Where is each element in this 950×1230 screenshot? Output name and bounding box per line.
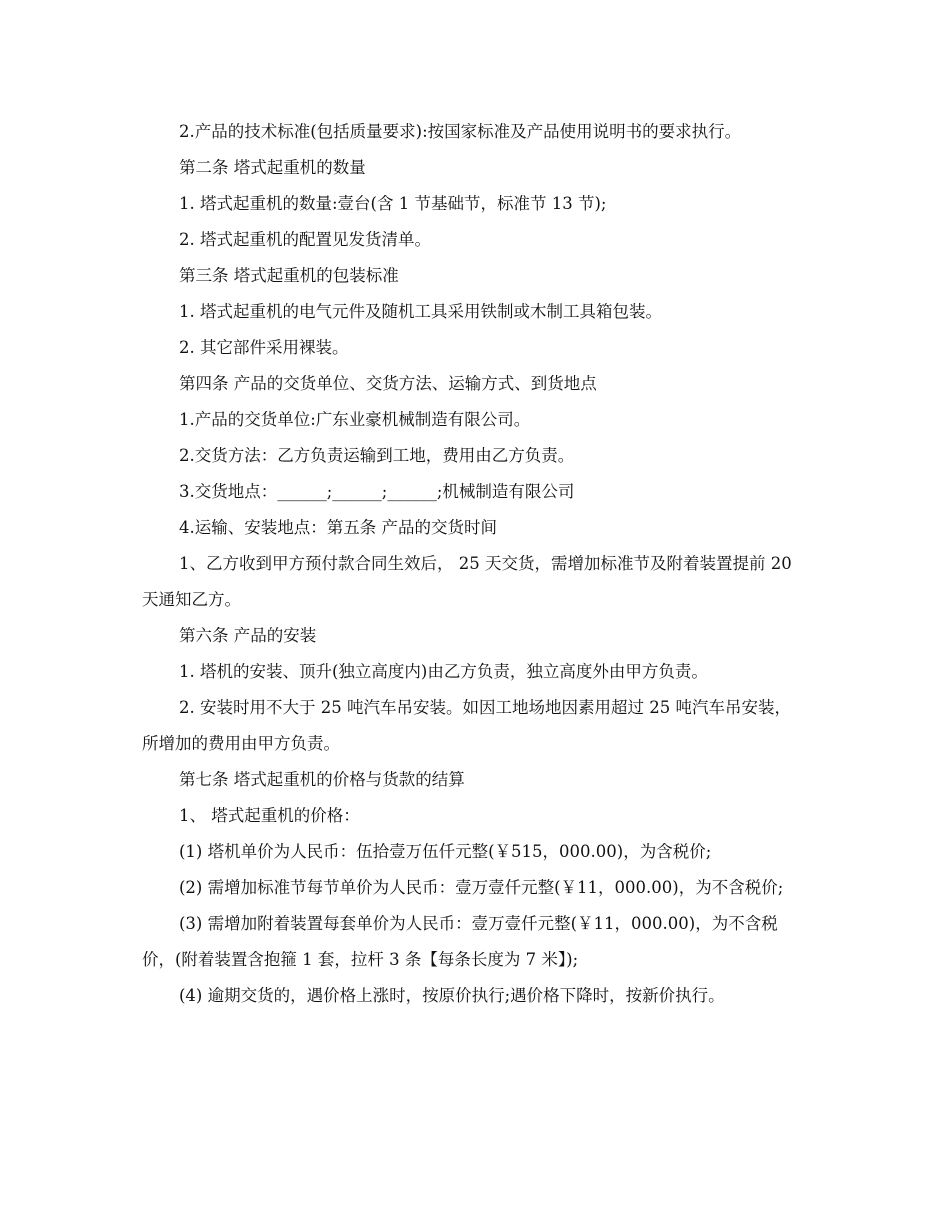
paragraph-configuration: 2. 塔式起重机的配置见发货清单。	[179, 230, 431, 249]
paragraph-delivery-unit: 1.产品的交货单位:广东业豪机械制造有限公司。	[179, 410, 531, 429]
heading-article-2: 第二条 塔式起重机的数量	[179, 158, 366, 177]
heading-article-7: 第七条 塔式起重机的价格与货款的结算	[179, 770, 465, 789]
heading-article-4: 第四条 产品的交货单位、交货方法、运输方式、到货地点	[179, 374, 597, 393]
paragraph-price-heading: 1、 塔式起重机的价格：	[179, 806, 360, 825]
paragraph-price-standard-section: (2) 需增加标准节每节单价为人民币：壹万壹仟元整(￥11，000.00)，为不含税价;	[179, 878, 784, 897]
paragraph-quantity: 1. 塔式起重机的数量:壹台(含 1 节基础节，标准节 13 节);	[179, 194, 607, 213]
paragraph-packaging-electrical: 1. 塔式起重机的电气元件及随机工具采用铁制或木制工具箱包装。	[179, 302, 662, 321]
paragraph-technical-standard: 2.产品的技术标准(包括质量要求):按国家标准及产品使用说明书的要求执行。	[179, 122, 742, 141]
heading-article-3: 第三条 塔式起重机的包装标准	[179, 266, 399, 285]
paragraph-transport-location: 4.运输、安装地点：第五条 产品的交货时间	[179, 518, 497, 537]
paragraph-delivery-method: 2.交货方法：乙方负责运输到工地，费用由乙方负责。	[179, 446, 575, 465]
paragraph-price-attachment: (3) 需增加附着装置每套单价为人民币：壹万壹仟元整(￥11，000.00)，为不含税价，(附着装置含抱箍 1 套，拉杆 3 条【每条长度为 7 米】);	[142, 914, 778, 969]
paragraph-installation-crane: 2. 安装时用不大于 25 吨汽车吊安装。如因工地场地因素用超过 25 吨汽车吊安装，所增加的费用由甲方负责。	[142, 698, 791, 753]
paragraph-delivery-location: 3.交货地点：______;______;______;机械制造有限公司	[179, 482, 575, 501]
paragraph-packaging-other: 2. 其它部件采用裸装。	[179, 338, 349, 357]
paragraph-price-tower-crane: (1) 塔机单价为人民币：伍拾壹万伍仟元整(￥515，000.00)，为含税价;	[179, 842, 712, 861]
document-body	[142, 114, 806, 1014]
paragraph-installation-responsibility: 1. 塔机的安装、顶升(独立高度内)由乙方负责，独立高度外由甲方负责。	[179, 662, 708, 681]
paragraph-delivery-time: 1、乙方收到甲方预付款合同生效后， 25 天交货，需增加标准节及附着装置提前 20 天通知乙方。	[142, 554, 792, 609]
paragraph-late-delivery: (4) 逾期交货的，遇价格上涨时，按原价执行;遇价格下降时，按新价执行。	[179, 986, 725, 1005]
heading-article-6: 第六条 产品的安装	[179, 626, 317, 645]
